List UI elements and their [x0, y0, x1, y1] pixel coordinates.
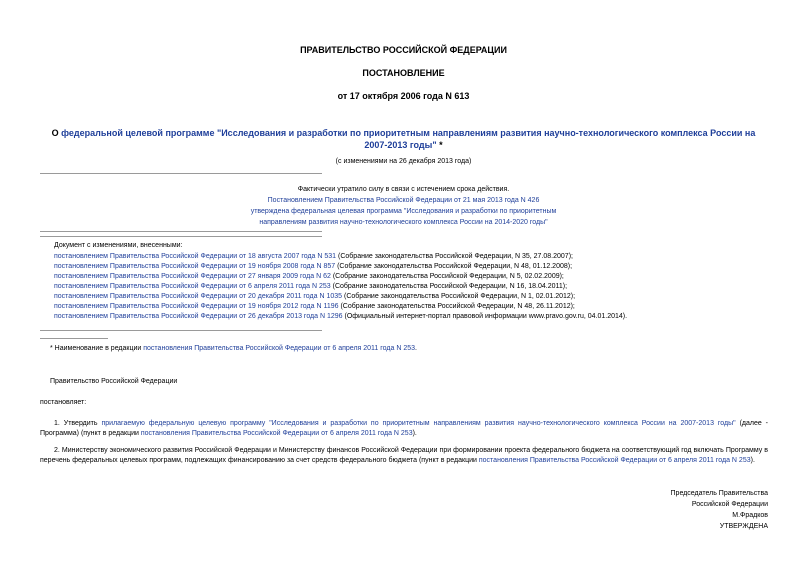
document-type: ПОСТАНОВЛЕНИЕ: [362, 68, 445, 78]
change-source: (Собрание законодательства Российской Федерации, N 5, 02.02.2009);: [330, 273, 564, 280]
divider-mid-2: [40, 236, 322, 237]
change-link[interactable]: постановлением Правительства Российской Федерации от 19 ноября 2008 года N 857: [54, 263, 336, 270]
signature-name: М.Фрадков: [732, 512, 768, 519]
list-item: [54, 262, 774, 272]
document-date-number: от 17 октября 2006 года N 613: [337, 91, 470, 101]
divider-top: [40, 173, 322, 174]
list-item: [54, 312, 774, 322]
signature-title: Председатель Правительства: [670, 490, 768, 497]
change-source: (Официальный интернет-портал правовой информации www.pravo.gov.ru, 04.01.2014).: [342, 313, 628, 320]
government-header: ПРАВИТЕЛЬСТВО РОССИЙСКОЙ ФЕДЕРАЦИИ: [300, 45, 507, 55]
title-prefix: О: [51, 128, 62, 138]
p2-amendment-link[interactable]: постановления Правительства Российской Федерации от 6 апреля 2011 года N 253: [478, 457, 751, 464]
p1-text-c: ).: [412, 430, 417, 437]
p2-text-b: ).: [750, 457, 755, 464]
change-source: (Собрание законодательства Российской Федерации, N 1, 02.01.2012);: [342, 293, 576, 300]
program-link[interactable]: прилагаемую федеральную целевую программу "Исследования и разработки по приоритетным направлениям развития научно-технологического комплекса России на 2007-2013 годы": [101, 420, 736, 427]
expired-notice: Фактически утратило силу в связи с истечением срока действия.: [297, 186, 510, 193]
body-government: Правительство Российской Федерации: [50, 378, 178, 385]
list-item: [54, 302, 774, 312]
list-item: [54, 272, 774, 282]
footnote-suffix: .: [415, 345, 417, 352]
new-program-link-line2[interactable]: направлениям развития научно-технологического комплекса России на 2014-2020 годы": [259, 219, 548, 226]
list-item: [54, 252, 774, 262]
changes-intro: Документ с изменениями, внесенными:: [54, 242, 183, 249]
change-link[interactable]: постановлением Правительства Российской Федерации от 26 декабря 2013 года N 1296: [54, 313, 343, 320]
divider-changes-end: [40, 330, 322, 331]
p1-amendment-link[interactable]: постановления Правительства Российской Федерации от 6 апреля 2011 года N 253: [140, 430, 413, 437]
amended-note: (с изменениями на 26 декабря 2013 года): [335, 158, 472, 165]
change-source: (Собрание законодательства Российской Федерации, N 48, 26.11.2012);: [338, 303, 575, 310]
p2-text-a: 2. Министерству экономического развития Российской Федерации и Министерству финансов Российской Федерации при формировании проекта федерального бюджета на соответствующий год включать Программу в перечень федеральных целевых программ, подлежащих финансированию за счет средств федерального бюджета (пункт в редакции: [40, 447, 768, 464]
p1-text-a: 1. Утвердить: [54, 420, 102, 427]
change-link[interactable]: постановлением Правительства Российской Федерации от 27 января 2009 года N 62: [54, 273, 331, 280]
footnote-prefix: * Наименование в редакции: [50, 345, 144, 352]
body-resolves: постановляет:: [40, 399, 87, 406]
change-link[interactable]: постановлением Правительства Российской Федерации от 18 августа 2007 года N 531: [54, 253, 337, 260]
p1-text-b: (далее - Программа) (пункт в редакции: [40, 420, 769, 437]
list-item: [54, 282, 774, 292]
list-item: [54, 292, 774, 302]
expired-resolution-link[interactable]: Постановлением Правительства Российской Федерации от 21 мая 2013 года N 426: [267, 197, 540, 204]
changes-list: [54, 252, 774, 322]
paragraph-1: [40, 419, 768, 439]
change-link[interactable]: постановлением Правительства Российской Федерации от 6 апреля 2011 года N 253: [54, 283, 331, 290]
change-source: (Собрание законодательства Российской Федерации, N 35, 27.08.2007);: [336, 253, 573, 260]
approved-label: УТВЕРЖДЕНА: [719, 523, 768, 530]
footnote: [50, 344, 417, 354]
change-link[interactable]: постановлением Правительства Российской Федерации от 19 ноября 2012 года N 1196: [54, 303, 339, 310]
title-link[interactable]: федеральной целевой программе "Исследования и разработки по приоритетным направлениям развития научно-технологического комплекса России на 2007-2013 годы": [61, 128, 756, 150]
new-program-link-line1[interactable]: утверждена федеральная целевая программа "Исследования и разработки по приоритетным: [250, 208, 557, 215]
title-suffix: *: [436, 140, 443, 150]
footnote-link[interactable]: постановления Правительства Российской Федерации от 6 апреля 2011 года N 253: [143, 345, 415, 352]
change-link[interactable]: постановлением Правительства Российской Федерации от 20 декабря 2011 года N 1035: [54, 293, 343, 300]
change-source: (Собрание законодательства Российской Федерации, N 16, 18.04.2011);: [330, 283, 568, 290]
document-title: [40, 127, 767, 151]
signature-org: Российской Федерации: [691, 501, 768, 508]
divider-mid-1: [40, 231, 322, 232]
change-source: (Собрание законодательства Российской Федерации, N 48, 01.12.2008);: [335, 263, 573, 270]
footnote-divider: [40, 338, 108, 339]
paragraph-2: [40, 446, 768, 466]
